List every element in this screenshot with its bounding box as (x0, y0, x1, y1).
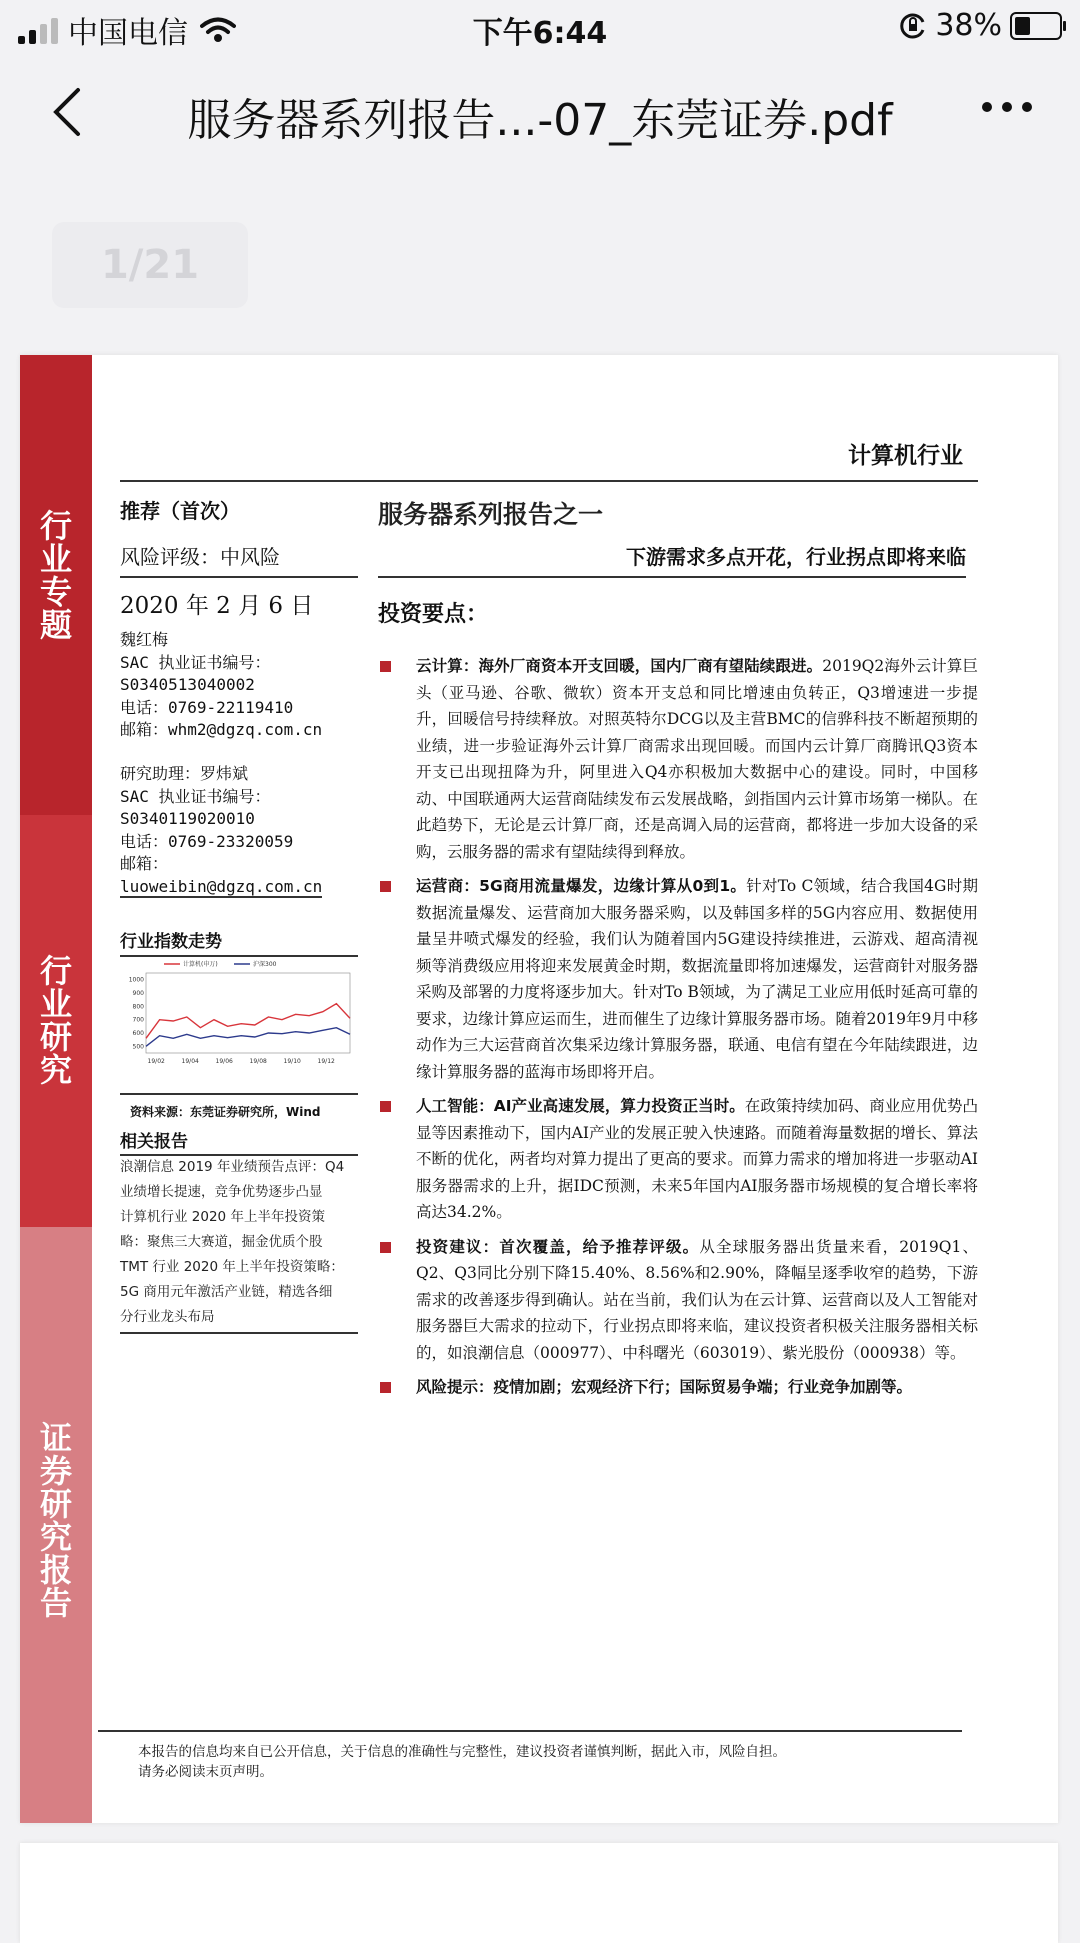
sector-label: 计算机行业 (848, 443, 963, 469)
chart-y-tick: 600 (132, 1030, 144, 1037)
index-trend-title: 行业指数走势 (120, 927, 358, 957)
chart-x-tick: 19/08 (249, 1058, 267, 1065)
key-points-list (378, 653, 978, 1409)
source-rule (120, 1093, 358, 1095)
footer-line: 本报告的信息均来自已公开信息，关于信息的准确性与完整性，建议投资者谨慎判断，据此入市，风险自担。 (138, 1744, 786, 1760)
carrier-label: 中国电信 (68, 16, 188, 51)
rotation-lock-icon (899, 12, 927, 40)
chart-y-tick: 800 (132, 1003, 144, 1011)
report-date: 2020 年 2 月 6 日 (120, 593, 314, 619)
chart-x-tick: 19/12 (317, 1058, 335, 1065)
pdf-page[interactable] (20, 355, 1058, 1823)
chart-legend-label: 计算机(申万) (183, 961, 218, 968)
side-band-label: 证 券 研 究 报 告 (39, 1419, 72, 1622)
page-indicator: 1/21 (52, 222, 248, 308)
clock: 下午6:44 (472, 16, 608, 51)
battery-fill (1015, 17, 1030, 35)
key-point-ai (378, 1093, 978, 1226)
key-point-title: 投资建议：首次覆盖，给予推荐评级。 (416, 1237, 700, 1256)
related-line: 浪潮信息 2019 年业绩预告点评：Q4 (120, 1159, 345, 1175)
related-line: 业绩增长提速，竞争优势逐步凸显 (120, 1184, 323, 1200)
chart-x-tick: 19/06 (215, 1058, 233, 1065)
chart-x-tick: 19/04 (181, 1058, 199, 1065)
analyst-line: S0340513040002 (120, 675, 255, 694)
key-point-text: 从全球服务器出货量来看，2019Q1、Q2、Q3同比分别下降15.40%、8.56%和2.90%，降幅呈逐季收窄的趋势，下游需求的改善逐步得到确认。站在当前，我们认为在云计算、运营商以及人工智能对服务器巨大需求的拉动下，行业拐点即将来临，建议投资者积极关注服务器相关标的，如浪潮信息（000977）、中科曙光（603019）、紫光股份（000938）等。 (416, 1237, 978, 1362)
assistant-line: 研究助理：罗炜斌 (120, 764, 249, 783)
chart-y-tick: 1000 (128, 976, 144, 984)
key-point-cloud (378, 653, 978, 865)
key-point-title: 云计算：海外厂商资本开支回暖，国内厂商有望陆续跟进。 (416, 657, 823, 675)
chart-x-tick: 19/10 (283, 1058, 301, 1065)
side-band-industry-topic (20, 355, 92, 815)
bullet-square-icon (380, 1242, 391, 1253)
related-reports (120, 1155, 358, 1334)
chart-y-tick: 700 (132, 1016, 144, 1024)
analyst-line: 邮箱：whm2@dgzq.com.cn (120, 720, 323, 739)
key-point-text: 在政策持续加码、商业应用优势凸显等因素推动下，国内AI产业的发展正驶入快速路。而随着海量数据的增长、算法不断的优化，两者均对算力提出了更高的要求。而算力需求的增加将进一步驱动AI服务器需求的上升，据IDC预测，未来5年国内AI服务器市场规模的复合增长率将高达34.2%。 (416, 1097, 978, 1221)
chart-series-line (146, 1004, 350, 1039)
bullet-square-icon (380, 1382, 391, 1393)
more-icon[interactable] (982, 102, 1032, 112)
bullet-square-icon (380, 1101, 391, 1112)
nav-bar (0, 54, 1080, 166)
bullet-square-icon (380, 661, 391, 672)
related-line: 分行业龙头布局 (120, 1305, 358, 1334)
side-band-securities-report (20, 1227, 92, 1823)
assistant-line: S0340119020010 (120, 809, 255, 828)
header-rule (120, 480, 978, 482)
analyst-line: SAC 执业证书编号： (120, 652, 271, 672)
analyst-info (120, 629, 358, 742)
status-bar (0, 0, 1080, 54)
index-trend-chart (124, 957, 358, 1077)
assistant-line: 邮箱： (120, 854, 169, 873)
chart-source: 资料来源：东莞证券研究所，Wind (130, 1105, 321, 1119)
related-reports-title: 相关报告 (120, 1127, 358, 1156)
footer-rule (98, 1730, 962, 1732)
chart-legend-label: 沪深300 (253, 961, 277, 968)
footer-disclaimer (138, 1742, 786, 1782)
battery-icon (1010, 12, 1062, 40)
side-band-label: 行 业 专 题 (39, 507, 72, 644)
assistant-email: luoweibin@dgzq.com.cn (120, 876, 323, 896)
related-line: TMT 行业 2020 年上半年投资策略： (120, 1259, 344, 1275)
recommendation: 推荐（首次） (120, 499, 240, 523)
bullet-square-icon (380, 881, 391, 892)
chart-x-tick: 19/02 (147, 1058, 165, 1065)
report-subtitle: 下游需求多点开花，行业拐点即将来临 (378, 541, 966, 578)
key-point-title: 风险提示：疫情加剧；宏观经济下行；国际贸易争端；行业竞争加剧等。 (416, 1378, 913, 1396)
battery-area (899, 8, 1062, 43)
document-title: 服务器系列报告...-07_东莞证券.pdf (187, 95, 893, 146)
assistant-line: SAC 执业证书编号： (120, 786, 271, 806)
risk-rating: 风险评级：中风险 (120, 541, 358, 578)
related-line: 略：聚焦三大赛道，掘金优质个股 (120, 1234, 323, 1250)
key-point-text: 2019Q2海外云计算巨头（亚马逊、谷歌、微软）资本开支总和同比增速由负转正，Q3增速进一步提升，回暖信号持续释放。对照英特尔DCG以及主营BMC的信骅科技不断超预期的业绩，进一步验证海外云计算厂商需求出现回暖。而国内云计算厂商腾讯Q3资本开支已出现扭降为升，阿里进入Q4亦积极加大数据中心的建设。同时，中国移动、中国联通两大运营商陆续发布云发展战略，剑指国内云计算市场第一梯队。在此趋势下，无论是云计算厂商，还是高调入局的运营商，都将进一步加大设备的采购，云服务器的需求有望陆续得到释放。 (416, 657, 978, 861)
key-point-carrier (378, 873, 978, 1085)
assistant-line: 电话：0769-23320059 (120, 831, 294, 851)
key-point-risk (378, 1374, 978, 1401)
key-points-title: 投资要点： (378, 602, 489, 627)
pdf-page-next[interactable] (20, 1843, 1058, 1943)
footer-line: 请务必阅读末页声明。 (138, 1764, 273, 1780)
related-line: 5G 商用元年激活产业链，精选各细 (120, 1284, 333, 1300)
report-title: 服务器系列报告之一 (378, 500, 604, 529)
key-point-investment (378, 1234, 978, 1367)
chart-y-tick: 500 (132, 1043, 144, 1051)
key-point-title: 运营商：5G商用流量爆发，边缘计算从0到1。 (416, 877, 747, 895)
analyst-line: 电话：0769-22119410 (120, 697, 294, 717)
key-point-title: 人工智能：AI产业高速发展，算力投资正当时。 (416, 1097, 745, 1115)
assistant-info (120, 763, 358, 898)
back-icon[interactable] (48, 84, 88, 140)
chart-y-tick: 900 (132, 990, 144, 997)
related-line: 计算机行业 2020 年上半年投资策 (120, 1209, 325, 1225)
side-band-label: 行 业 研 究 (39, 952, 72, 1089)
chart-series-line (146, 1028, 350, 1047)
analyst-line: 魏红梅 (120, 630, 169, 649)
key-point-text: 针对To C领域，结合我国4G时期数据流量爆发、运营商加大服务器采购，以及韩国多样的5G内容应用、数据使用量呈井喷式爆发的经验，我们认为随着国内5G建设持续推进，云游戏、超高清视频等消费级应用将迎来发展黄金时期，数据流量即将加速爆发，运营商针对服务器采购及部署的力度将逐步加大。针对To B领域，为了满足工业应用低时延高可靠的要求，边缘计算应运而生，进而催生了边缘计算服务器市场。随着2019年9月中移动作为三大运营商首次集采边缘计算服务器，联通、电信有望在今年陆续跟进，边缘计算服务器的蓝海市场即将开启。 (416, 877, 978, 1081)
side-band-industry-research (20, 815, 92, 1227)
battery-percent: 38% (935, 8, 1002, 43)
